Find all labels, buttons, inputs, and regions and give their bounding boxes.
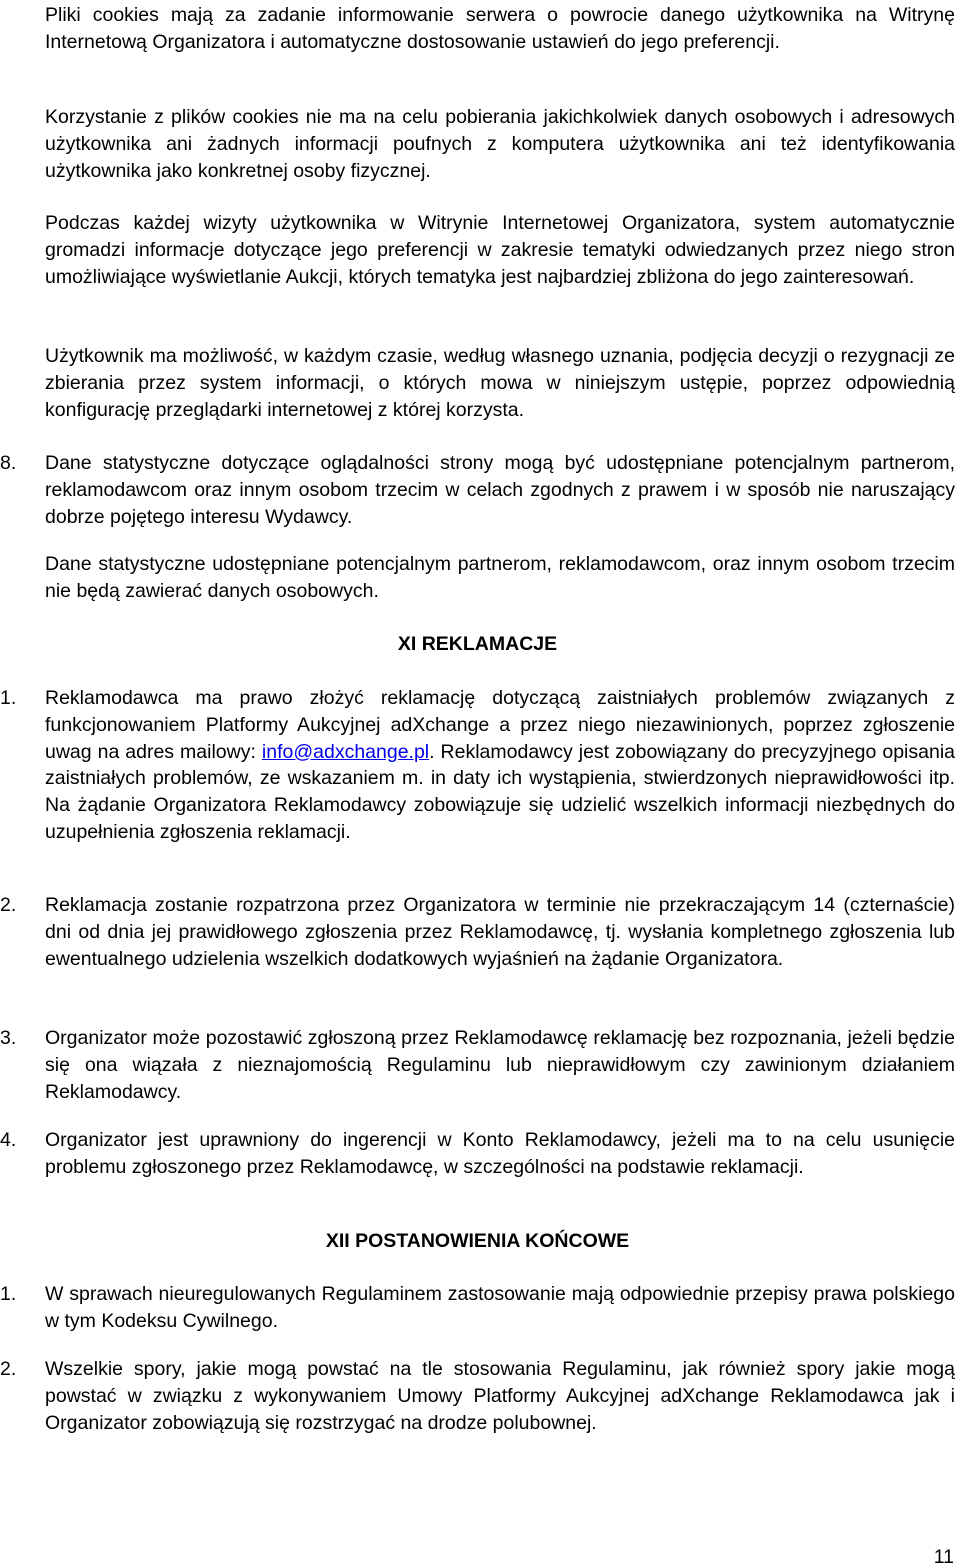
paragraph-cookies-no-personal-data: Korzystanie z plików cookies nie ma na celu pobierania jakichkolwiek danych osobowych i adresowych użytkownika ani żadnych informacji poufnych z komputera użytkownika ani też identyfikowania użytkownika jako konkretnej osoby fizycznej. [45, 106, 955, 182]
list-item-postanowienia-1 [0, 1281, 955, 1335]
paragraph-opt-out: Użytkownik ma możliwość, w każdym czasie, według własnego uznania, podjęcia decyzji o rezygnacji ze zbierania przez system informacji, o których mowa w niniejszym ustępie, poprzez odpowiednią konfigurację przeglądarki internetowej z której korzysta. [45, 345, 955, 421]
page-number: 11 [933, 1546, 954, 1568]
list-item-number: 8. [0, 452, 17, 474]
list-item-number: 2. [0, 1358, 17, 1380]
list-item-text: Organizator może pozostawić zgłoszoną przez Reklamodawcę reklamację bez rozpoznania, jeżeli będzie się ona wiązała z nieznajomością Regulaminu lub nieprawidłowym czy zawinionym działaniem Reklamodawcy. [45, 1027, 955, 1103]
list-item-reklamacje-2 [0, 892, 955, 972]
list-item-text: Dane statystyczne dotyczące oglądalności strony mogą być udostępniane potencjalnym partnerom, reklamodawcom oraz innym osobom trzecim w celach zgodnych z prawem i w sposób nie naruszający dobrze pojętego interesu Wydawcy. [45, 452, 955, 528]
section-heading-reklamacje: XI REKLAMACJE [397, 633, 558, 655]
list-item-number: 1. [0, 687, 17, 709]
list-item-8 [0, 450, 955, 530]
text-before-link: Reklamodawca ma prawo złożyć reklamację dotyczącą zaistniałych problemów związanych z funkcjonowaniem Platformy Aukcyjnej adXchange a przez niego niezawinionych, poprzez zgłoszenie uwag na adres mailowy: [45, 687, 955, 763]
list-item-number: 3. [0, 1027, 17, 1049]
list-item-reklamacje-4 [0, 1127, 955, 1181]
paragraph-preferences-collection: Podczas każdej wizyty użytkownika w Witrynie Internetowej Organizatora, system automatycznie gromadzi informacje dotyczące jego preferencji w zakresie tematyki odwiedzanych przez niego stron umożliwiające wyświetlanie Aukcji, których tematyka jest najbardziej zbliżona do jego zainteresowań. [45, 212, 955, 288]
list-item-number: 1. [0, 1283, 17, 1305]
paragraph-statistics-no-personal-data: Dane statystyczne udostępniane potencjalnym partnerom, reklamodawcom, oraz innym osobom trzecim nie będą zawierać danych osobowych. [45, 553, 955, 602]
text-after-link: . Reklamodawcy jest zobowiązany do precyzyjnego opisania zaistniałych problemów, ze wskazaniem m. in daty ich wystąpienia, stwierdzonych nieprawidłowości itp. Na żądanie Organizatora Reklamodawcy zobowiązuje się udzielić wszelkich informacji niezbędnych do uzupełnienia zgłoszenia reklamacji. [45, 740, 955, 843]
email-link[interactable]: info@adxchange.pl [261, 740, 430, 763]
paragraph-cookies-purpose: Pliki cookies mają za zadanie informowanie serwera o powrocie danego użytkownika na Witrynę Internetową Organizatora i automatyczne dostosowanie ustawień do jego preferencji. [45, 4, 955, 53]
list-item-number: 2. [0, 894, 17, 916]
list-item-number: 4. [0, 1129, 17, 1151]
list-item-text: Reklamacja zostanie rozpatrzona przez Organizatora w terminie nie przekraczającym 14 (czternaście) dni od dnia jej prawidłowego zgłoszenia przez Reklamodawcę, tj. wysłania kompletnego zgłoszenia lub ewentualnego udzielenia wszelkich dodatkowych wyjaśnień na żądanie Organizatora. [45, 894, 955, 970]
list-item-text: Wszelkie spory, jakie mogą powstać na tle stosowania Regulaminu, jak również spory jakie mogą powstać w związku z wykonywaniem Umowy Platformy Aukcyjnej adXchange Reklamodawca jak i Organizator zobowiązują się rozstrzygać na drodze polubownej. [45, 1358, 955, 1434]
list-item-reklamacje-3 [0, 1025, 955, 1105]
list-item-postanowienia-2 [0, 1356, 955, 1436]
section-heading-postanowienia-koncowe: XII POSTANOWIENIA KOŃCOWE [325, 1230, 630, 1252]
list-item-reklamacje-1 [0, 685, 955, 846]
list-item-text: Organizator jest uprawniony do ingerencji w Konto Reklamodawcy, jeżeli ma to na celu usunięcie problemu zgłoszonego przez Reklamodawcę, w szczególności na podstawie reklamacji. [45, 1129, 955, 1178]
list-item-text: W sprawach nieuregulowanych Regulaminem zastosowanie mają odpowiednie przepisy prawa polskiego w tym Kodeksu Cywilnego. [45, 1283, 955, 1332]
list-item-text [45, 685, 955, 846]
